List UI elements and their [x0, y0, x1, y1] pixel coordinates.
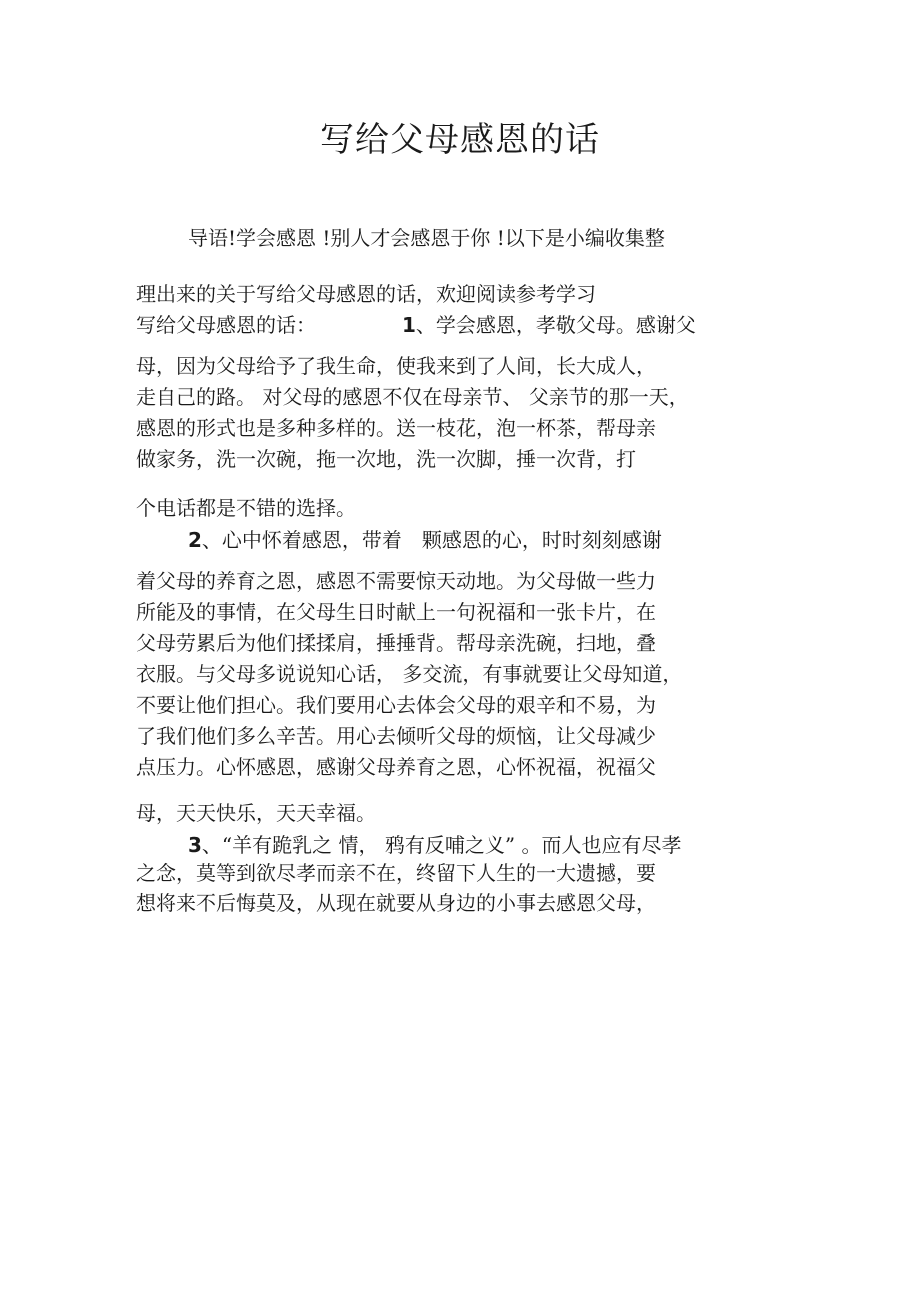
- paragraph-line: 个电话都是不错的选择。: [136, 496, 356, 520]
- document-title: 写给父母感恩的话: [320, 120, 600, 160]
- paragraph-line: 衣服。与父母多说说知心话， 多交流，有事就要让父母知道，: [136, 662, 683, 686]
- paragraph-line: [188, 831, 681, 859]
- paragraph-line: 想将来不后悔莫及，从现在就要从身边的小事去感恩父母，: [136, 891, 656, 915]
- paragraph-line: 做家务，洗一次碗，拖一次地，洗一次脚，捶一次背，打: [136, 447, 636, 471]
- section-number: 1: [402, 313, 416, 337]
- paragraph-line: 不要让他们担心。我们要用心去体会父母的艰辛和不易，为: [136, 693, 656, 717]
- section-text: 、学会感恩，孝敬父母。感谢父: [415, 313, 696, 337]
- paragraph-line: 导语!学会感恩 !别人才会感恩于你 !以下是小编收集整: [188, 226, 665, 250]
- paragraph-line: 所能及的事情，在父母生日时献上一句祝福和一张卡片，在: [136, 600, 656, 624]
- paragraph-line: 感恩的形式也是多种多样的。送一枝花，泡一杯茶，帮母亲: [136, 416, 656, 440]
- paragraph-line: [188, 526, 662, 554]
- paragraph-line: 走自己的路。 对父母的感恩不仅在母亲节、 父亲节的那一天，: [136, 385, 689, 409]
- section-number: 3: [188, 833, 202, 857]
- paragraph-line: 母，天天快乐，天天幸福。: [136, 801, 376, 825]
- paragraph-line: 了我们他们多么辛苦。用心去倾听父母的烦恼，让父母减少: [136, 724, 656, 748]
- paragraph-line: [136, 311, 696, 339]
- section-text: 、“羊有跪乳之 情， 鸦有反哺之义” 。而人也应有尽孝: [201, 833, 682, 857]
- paragraph-line: 着父母的养育之恩，感恩不需要惊天动地。为父母做一些力: [136, 569, 656, 593]
- paragraph-line: 之念，莫等到欲尽孝而亲不在，终留下人生的一大遗撼，要: [136, 861, 656, 885]
- section-number: 2: [188, 528, 202, 552]
- paragraph-line: 父母劳累后为他们揉揉肩，捶捶背。帮母亲洗碗，扫地，叠: [136, 631, 656, 655]
- section-text: 、心中怀着感恩，带着 颗感恩的心，时时刻刻感谢: [201, 528, 662, 552]
- paragraph-line: 理出来的关于写给父母感恩的话，欢迎阅读参考学习: [136, 282, 596, 306]
- paragraph-line: 母，因为父母给予了我生命，使我来到了人间，长大成人，: [136, 354, 656, 378]
- paragraph-line: 点压力。心怀感恩，感谢父母养育之恩，心怀祝福，祝福父: [136, 755, 656, 779]
- section-label: 写给父母感恩的话：: [136, 313, 316, 337]
